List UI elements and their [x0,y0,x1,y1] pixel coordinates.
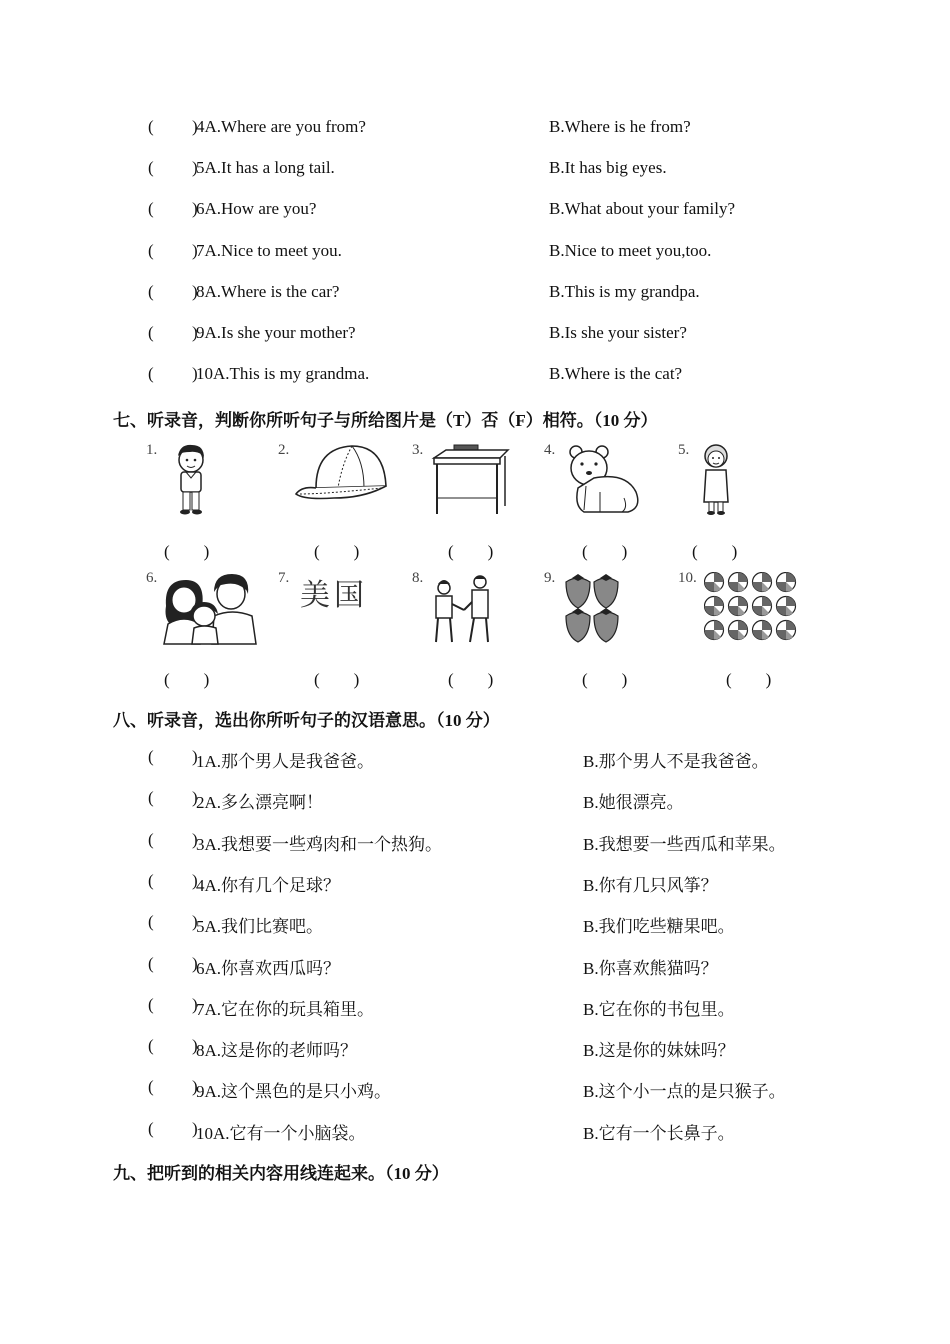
option-a [196,1036,357,1061]
option-b: B.它在你的书包里。 [583,999,735,1019]
family-icon [160,572,258,646]
question-row [0,117,950,147]
picture-number: 10. [678,570,697,586]
question-number: 3 [196,834,205,854]
question-row [0,282,950,312]
question-number: 8 [196,1041,205,1061]
question-number: 5 [196,917,205,937]
answer-paren-open[interactable]: ( [148,323,154,342]
boy-icon [166,442,216,518]
question-row [0,1036,950,1066]
answer-paren-open[interactable]: ( [148,199,154,219]
option-a [196,747,374,772]
question-row [0,323,950,353]
question-row [0,158,950,188]
answer-paren-close: ) [192,158,198,178]
answer-paren-open[interactable]: ( [148,240,154,260]
answer-paren-open[interactable]: ( [148,870,154,890]
picture-number: 5. [678,442,690,458]
option-a [196,241,342,261]
answer-blank-3[interactable]: ( ) [448,542,494,561]
option-a-text: A.It has a long tail. [204,158,335,178]
answer-blank-9[interactable]: ( ) [582,670,628,689]
answer-paren-close: ) [192,199,198,219]
option-a-text: A.这个黑色的是只小鸡。 [204,1082,392,1102]
picture-number: 3. [412,442,424,458]
option-a-text: A.Is she your mother? [204,323,356,342]
option-a-text: A.这是你的老师吗？ [204,1041,358,1061]
option-b: B.它有一个长鼻子。 [583,1123,735,1143]
answer-paren-close: ) [192,1077,198,1097]
question-number: 4 [196,875,205,895]
option-b: B.这个小一点的是只猴子。 [583,1082,786,1102]
question-number: 9 [196,1082,205,1102]
section-7-heading: 七、听录音，判断你所听句子与所给图片是（T）否（F）相符。（10 分） [113,411,658,430]
answer-blank-5[interactable]: ( ) [692,542,738,561]
option-b: B.你喜欢熊猫吗？ [583,958,718,978]
option-a [196,117,366,137]
picture-number: 8. [412,570,424,586]
picture-6-family [146,570,266,650]
section-8-heading: 八、听录音，选出你所听句子的汉语意思。（10 分） [113,711,500,730]
answer-paren-open[interactable]: ( [148,912,154,932]
question-number: 7 [196,240,205,260]
answer-paren-close: ) [192,240,198,260]
answer-paren-close: ) [192,870,198,890]
picture-7-text: 美国 [300,578,368,613]
picture-4-bear [544,442,654,522]
answer-blank-7[interactable]: ( ) [314,670,360,689]
answer-paren-close: ) [192,994,198,1014]
question-row [0,995,950,1025]
question-number: 10 [196,1123,213,1143]
option-a-text: A.Nice to meet you. [204,240,342,260]
option-a [196,954,340,979]
answer-blank-8[interactable]: ( ) [448,670,494,689]
answer-paren-close: ) [192,912,198,932]
grandma-icon [696,442,736,518]
option-b: B.你有几只风筝？ [583,875,718,895]
option-b: B.那个男人不是我爸爸。 [583,752,769,771]
answer-paren-close: ) [192,323,198,342]
question-row [0,199,950,229]
answer-paren-open[interactable]: ( [148,364,154,384]
question-row [0,1119,950,1149]
picture-5-grandma [678,442,758,522]
answer-blank-1[interactable]: ( ) [164,542,210,561]
picture-1-boy [146,442,246,522]
option-a [196,830,442,855]
answer-paren-open[interactable]: ( [148,158,154,178]
option-a-text: A.Where is the car? [204,281,340,301]
question-row [0,747,950,777]
option-b: B.Nice to meet you,too. [549,240,712,260]
option-a [196,158,335,178]
option-a-text: A.那个男人是我爸爸。 [204,752,375,771]
question-number: 6 [196,199,205,219]
question-row [0,912,950,942]
answer-paren-close: ) [192,953,198,973]
question-number: 6 [196,958,205,978]
picture-number: 6. [146,570,158,586]
answer-blank-10[interactable]: ( ) [726,670,772,689]
option-b: B.这是你的妹妹吗？ [583,1041,735,1061]
option-a-text: A.你有几个足球？ [204,875,341,895]
table-icon [430,442,510,518]
handshake-icon [430,572,496,646]
option-a-text: A.我们比赛吧。 [204,917,324,937]
answer-blank-4[interactable]: ( ) [582,542,628,561]
option-b: B.This is my grandpa. [549,281,700,301]
option-b: B.Where is the cat? [549,364,683,384]
answer-paren-close: ) [192,1118,198,1138]
option-b: B.Where is he from? [549,117,691,136]
answer-paren-open[interactable]: ( [148,747,154,766]
option-a [196,1119,366,1144]
bear-icon [564,442,646,516]
picture-8-handshake [412,570,512,650]
picture-number: 9. [544,570,556,586]
option-a-text: A.我想要一些鸡肉和一个热狗。 [204,834,443,854]
option-b: B.Is she your sister? [549,323,687,342]
option-b: B.What about your family? [549,199,736,219]
picture-9-strawberries [544,570,644,650]
answer-paren-open[interactable]: ( [148,1077,154,1097]
answer-paren-open[interactable]: ( [148,994,154,1014]
answer-paren-open[interactable]: ( [148,953,154,973]
answer-paren-close: ) [192,281,198,301]
question-number: 8 [196,281,205,301]
question-number: 10 [196,364,213,384]
cap-icon [294,442,390,506]
option-a-text: A.它有一个小脑袋。 [213,1123,366,1143]
option-a [196,1077,391,1102]
option-b: B.我想要一些西瓜和苹果。 [583,834,786,854]
question-number: 5 [196,158,205,178]
option-a [196,323,356,343]
option-a [196,995,374,1020]
option-a [196,282,339,302]
option-a [196,912,323,937]
option-b: B.我们吃些糖果吧。 [583,917,735,937]
picture-number: 7. [278,570,290,586]
answer-paren-open[interactable]: ( [148,829,154,849]
option-a [196,364,369,384]
question-number: 1 [196,752,205,771]
answer-paren-close: ) [192,364,198,384]
option-a [196,788,323,813]
picture-2-cap [278,442,398,522]
option-a-text: A.How are you? [204,199,317,219]
option-a-text: A.你喜欢西瓜吗？ [204,958,341,978]
question-row [0,241,950,271]
question-row [0,788,950,818]
answer-paren-open[interactable]: ( [148,281,154,301]
question-row [0,364,950,394]
answer-paren-close: ) [192,829,198,849]
option-a [196,871,340,896]
strawberry-icon [564,572,622,646]
picture-number: 4. [544,442,556,458]
question-row [0,830,950,860]
option-b: B.It has big eyes. [549,158,667,178]
option-a-text: A.多么漂亮啊！ [204,793,324,813]
picture-number: 1. [146,442,158,458]
picture-3-table [412,442,512,522]
question-row [0,1077,950,1107]
answer-paren-open[interactable]: ( [148,1118,154,1138]
question-row [0,871,950,901]
question-number: 9 [196,323,205,342]
option-a-text: A.它在你的玩具箱里。 [204,999,375,1019]
section-9-heading: 九、把听到的相关内容用线连起来。（10 分） [113,1164,449,1183]
picture-number: 2. [278,442,290,458]
answer-paren-open[interactable]: ( [148,1036,154,1056]
question-number: 4 [196,117,205,136]
option-a-text: A.This is my grandma. [213,364,370,384]
option-b: B.她很漂亮。 [583,793,684,813]
question-number: 2 [196,793,205,813]
answer-paren-close: ) [192,1036,198,1056]
answer-paren-close: ) [192,788,198,808]
option-a-text: A.Where are you from? [204,117,366,136]
answer-blank-2[interactable]: ( ) [314,542,360,561]
answer-paren-open[interactable]: ( [148,117,154,136]
answer-paren-close: ) [192,747,198,766]
answer-paren-open[interactable]: ( [148,788,154,808]
answer-blank-6[interactable]: ( ) [164,670,210,689]
balls-icon [704,572,798,642]
picture-10-balls [678,570,808,650]
question-number: 7 [196,999,205,1019]
option-a [196,199,316,219]
question-row [0,954,950,984]
answer-paren-close: ) [192,117,198,136]
